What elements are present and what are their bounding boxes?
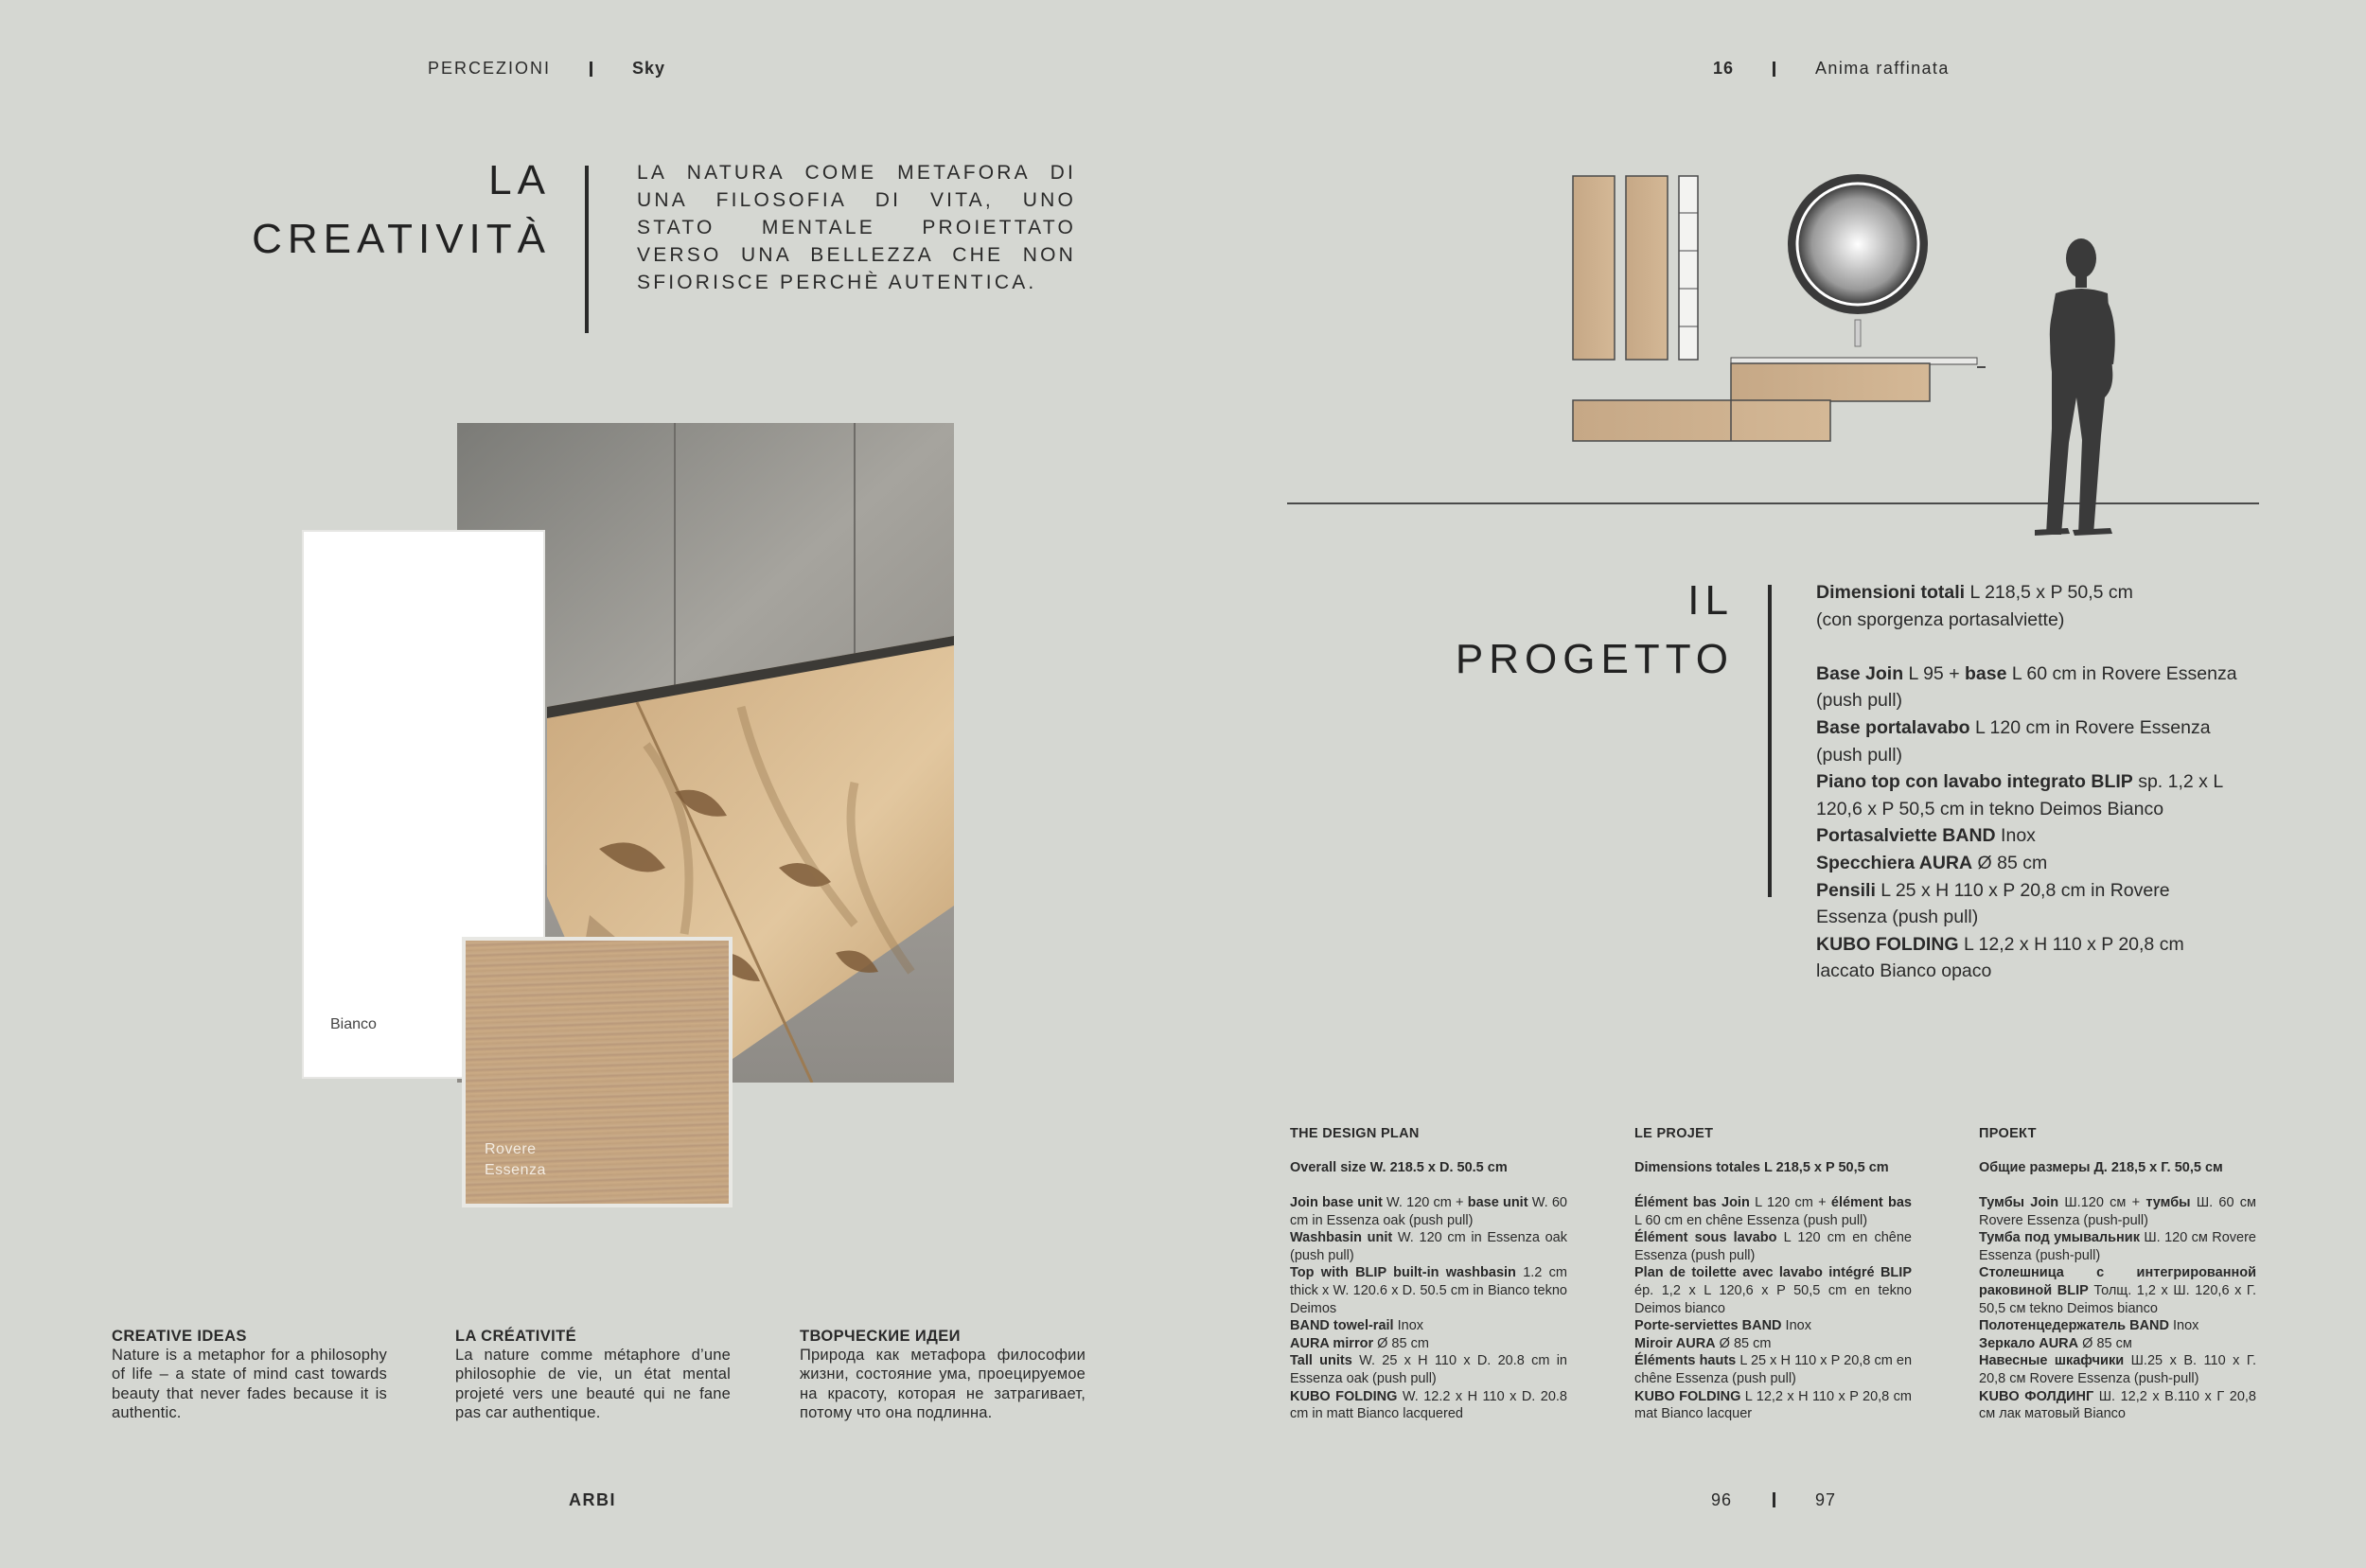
spec-pensili: Pensili L 25 x H 110 x P 20,8 cm in Rovere Essenza (push pull) [1816, 879, 2170, 928]
column-item: Top with BLIP built-in washbasin 1.2 cm thick x W. 120.6 x D. 50.5 cm in Bianco tekno Deimos [1290, 1265, 1567, 1316]
column-item: Porte-serviettes BAND Inox [1634, 1318, 1811, 1334]
spec-base-join: Base Join L 95 + base L 60 cm in Rovere Essenza (push pull) [1816, 662, 2237, 712]
join-base-unit [1573, 400, 1830, 441]
column-item: Éléments hauts L 25 x H 110 x P 20,8 cm en chêne Essenza (push pull) [1634, 1353, 1913, 1386]
washbasin-unit [1731, 363, 1930, 401]
column-item: Miroir AURA Ø 85 cm [1634, 1335, 1772, 1351]
column-item: BAND towel-rail Inox [1290, 1318, 1424, 1334]
footer-brand: ARBI [569, 1490, 616, 1509]
product-drawing [1287, 161, 2262, 549]
tall-unit-2 [1626, 176, 1668, 360]
project-title-line-1: IL [1687, 577, 1734, 624]
swatch-rovere-label: Rovere Essenza [485, 1141, 546, 1178]
spec-specchiera: Specchiera AURA Ø 85 cm [1816, 852, 2048, 873]
bottom-french [455, 1328, 731, 1423]
header-collection: Sky [632, 59, 666, 78]
footer-page-right: 97 [1815, 1490, 1837, 1509]
spec-total-size: Dimensioni totali L 218,5 x P 50,5 cm [1816, 582, 2133, 603]
header-section: PERCEZIONI [428, 59, 552, 78]
column-item: Полотенцедержатель BAND Inox [1979, 1318, 2199, 1334]
column-title: LE PROJET [1634, 1126, 1714, 1141]
spec-total-note: (con sporgenza portasalviette) [1816, 608, 2065, 630]
title-line-2: CREATIVITÀ [252, 216, 551, 262]
spec-kubo-folding: KUBO FOLDING L 12,2 x H 110 x P 20,8 cm laccato Bianco opaco [1816, 933, 2184, 982]
bottom-title: CREATIVE IDEAS [112, 1328, 247, 1345]
column-items [1290, 1194, 1567, 1423]
title-line-1: LA [488, 157, 551, 203]
spec-base-portalavabo: Base portalavabo L 120 cm in Rovere Essenza (push pull) [1816, 716, 2211, 766]
spec-portasalviette: Portasalviette BAND Inox [1816, 825, 2036, 847]
column-item: Join base unit W. 120 cm + base unit W. 60 cm in Essenza oak (push pull) [1290, 1195, 1567, 1228]
column-item: Élément bas Join L 120 cm + élément bas L 60 cm en chêne Essenza (push pull) [1634, 1195, 1912, 1228]
column-item: Тумба под умывальник Ш. 120 см Rovere Essenza (push-pull) [1979, 1230, 2256, 1263]
column-item: Тумбы Join Ш.120 см + тумбы Ш. 60 см Rovere Essenza (push-pull) [1979, 1195, 2256, 1228]
bottom-text: La nature comme métaphore d’une philosophie de vie, un état mental projeté vers une beauté qui ne fane pas car authentique. [455, 1347, 731, 1422]
bottom-russian [800, 1328, 1086, 1423]
column-title: THE DESIGN PLAN [1290, 1126, 1420, 1141]
project-specs [1816, 579, 2244, 985]
title-divider [585, 166, 589, 333]
column-item: Plan de toilette avec lavabo intégré BLIP ép. 1,2 x L 120,6 x P 50,5 cm en tekno Deimos bianco [1634, 1265, 1912, 1316]
column-item: KUBO FOLDING W. 12.2 x H 110 x D. 20.8 cm in matt Bianco lacquered [1290, 1388, 1567, 1422]
column-item: KUBO ФОЛДИНГ Ш. 12,2 х В.110 х Г 20,8 см лак матовый Bianco [1979, 1388, 2256, 1422]
column-item: Élément sous lavabo L 120 cm en chêne Essenza (push pull) [1634, 1230, 1912, 1263]
swatch-bianco-label: Bianco [330, 1016, 377, 1032]
column-item: Tall units W. 25 x H 110 x D. 20.8 cm in Essenza oak (push pull) [1290, 1353, 1567, 1386]
column-item: Washbasin unit W. 120 cm in Essenza oak (push pull) [1290, 1230, 1567, 1263]
page-title [252, 151, 551, 269]
bottom-text: Природа как метафора философии жизни, состояние ума, проецируемое на красоту, которая не затрагивает, потому что она подлинна. [800, 1347, 1086, 1422]
column-title: ПРОЕКТ [1979, 1126, 2037, 1141]
project-divider [1768, 585, 1772, 897]
column-item: Столешница с интегрированной раковиной BLIP Толщ. 1,2 х Ш. 120,6 х Г. 50,5 см tekno Deimos bianco [1979, 1265, 2256, 1316]
column-item: KUBO FOLDING L 12,2 x H 110 x P 20,8 cm mat Bianco lacquer [1634, 1388, 1912, 1422]
column-overall: Dimensions totales L 218,5 x P 50,5 cm [1634, 1160, 1889, 1175]
column-english [1290, 1126, 1567, 1423]
footer-page-left: 96 [1711, 1490, 1733, 1509]
column-item: Навесные шкафчики Ш.25 х В. 110 х Г. 20,8 см Rovere Essenza (push-pull) [1979, 1353, 2256, 1386]
header-divider [590, 62, 592, 77]
bottom-title: LA CRÉATIVITÉ [455, 1328, 577, 1345]
header-number: 16 [1713, 59, 1735, 78]
footer-divider [1773, 1492, 1775, 1507]
tall-unit-1 [1573, 176, 1615, 360]
person-figure [2035, 238, 2115, 536]
column-russian [1979, 1126, 2256, 1423]
spec-piano-top: Piano top con lavabo integrato BLIP sp. 1,2 x L 120,6 x P 50,5 cm in tekno Deimos Bianco [1816, 771, 2223, 819]
column-item: AURA mirror Ø 85 cm [1290, 1335, 1429, 1351]
column-overall: Общие размеры Д. 218,5 х Г. 50,5 см [1979, 1160, 2223, 1175]
column-french [1634, 1126, 1912, 1423]
swatch-rovere-essenza [462, 937, 733, 1207]
spec-spacer [1816, 633, 2244, 661]
project-title [1456, 572, 1734, 689]
bottom-english [112, 1328, 387, 1423]
intro-text: LA NATURA COME METAFORA DI UNA FILOSOFIA DI VITA, UNO STATO MENTALE PROIETTATO VERSO UNA BELLEZZA CHE NON SFIORISCE PERCHÈ AUTENTICA. [637, 162, 1076, 293]
column-items [1979, 1194, 2256, 1423]
column-items [1634, 1194, 1912, 1423]
kubo-folding [1679, 176, 1698, 360]
bottom-text: Nature is a metaphor for a philosophy of life – a state of mind cast towards beauty that never fades because it is authentic. [112, 1347, 387, 1422]
header-subtitle: Anima raffinata [1815, 59, 1950, 78]
column-overall: Overall size W. 218.5 x D. 50.5 cm [1290, 1160, 1508, 1175]
bottom-title: ТВОРЧЕСКИЕ ИДЕИ [800, 1328, 961, 1345]
header-divider-right [1773, 62, 1775, 77]
project-title-line-2: PROGETTO [1455, 636, 1734, 682]
column-item: Зеркало AURA Ø 85 см [1979, 1335, 2132, 1351]
